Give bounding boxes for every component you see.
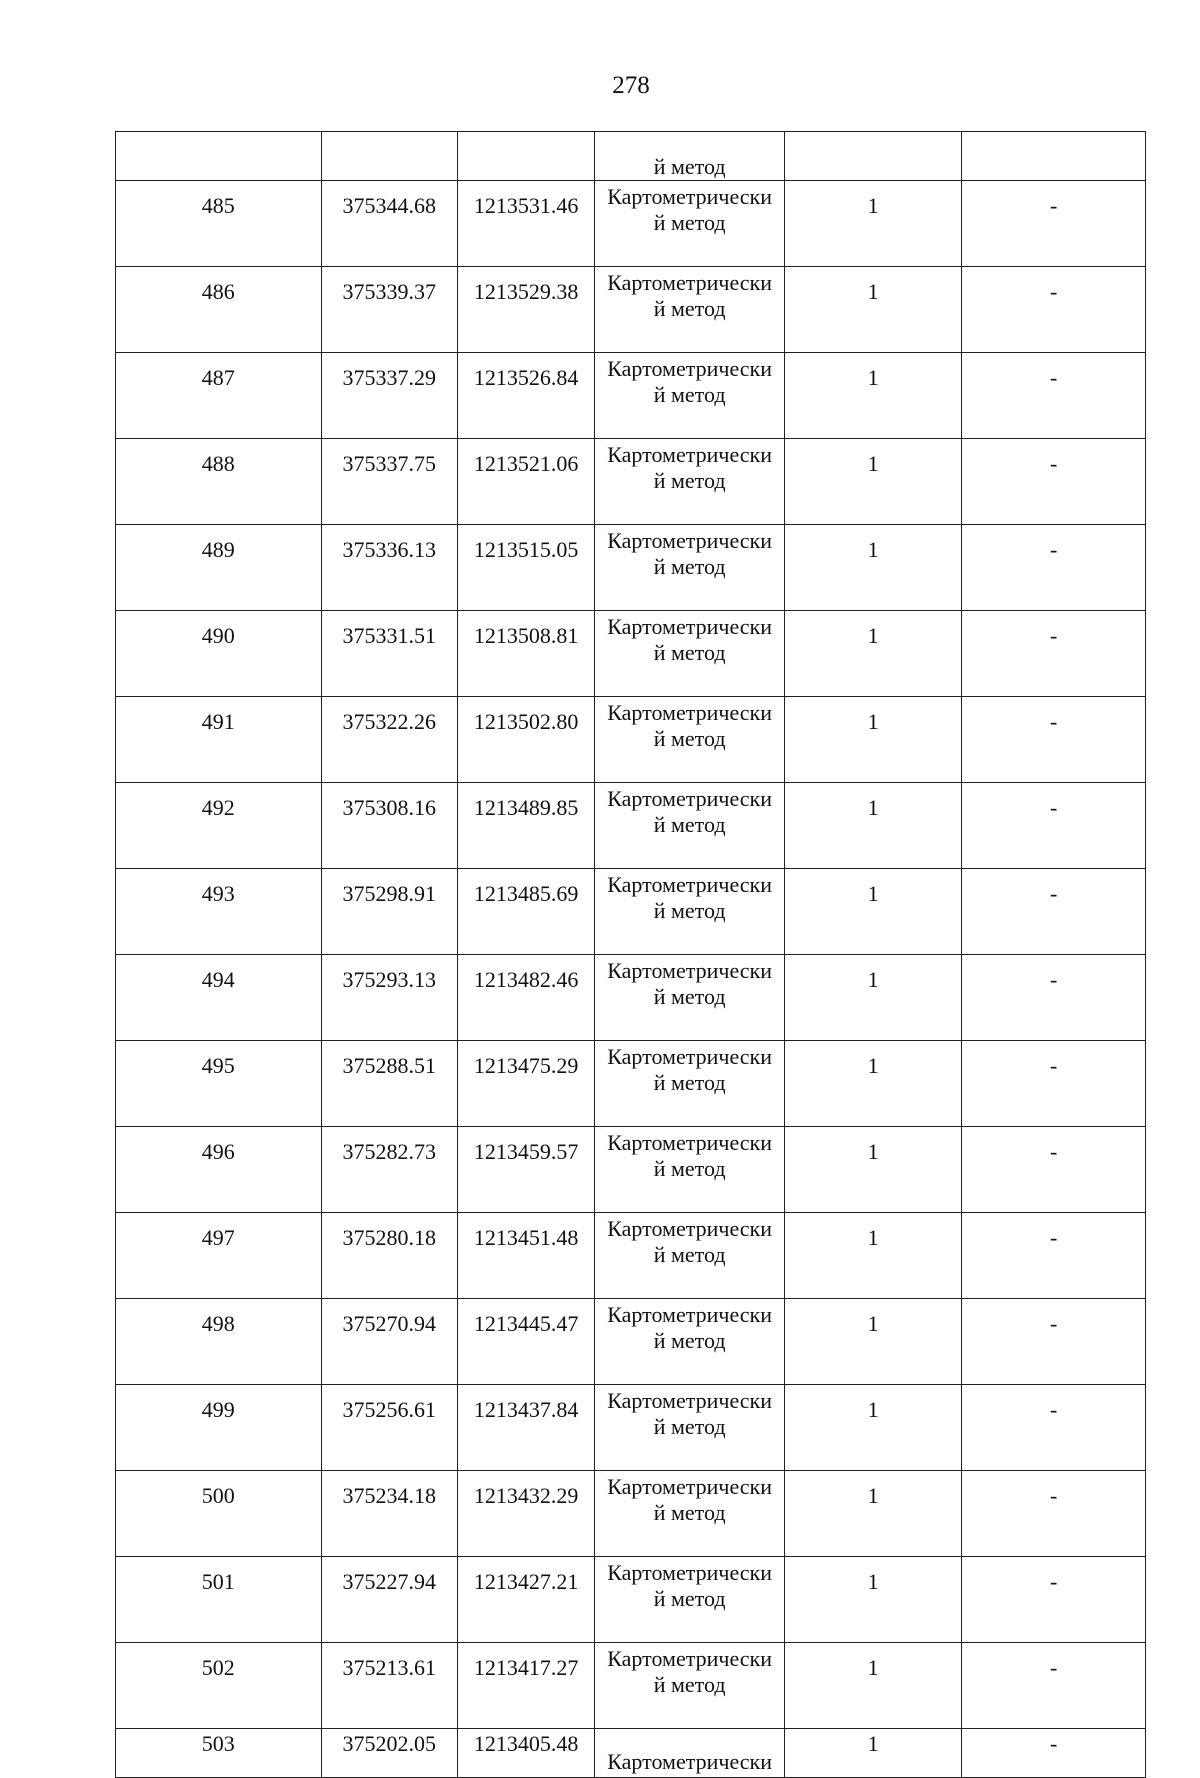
cell-description: - <box>962 1127 1146 1213</box>
cell-point-number: 490 <box>116 611 322 697</box>
cell-accuracy: 1 <box>784 181 962 267</box>
cell-point-number: 494 <box>116 955 322 1041</box>
method-line: й метод <box>653 1586 726 1611</box>
method-line: Картометрически <box>607 1560 772 1585</box>
cell-accuracy: 1 <box>784 1213 962 1299</box>
cell-method <box>595 611 785 697</box>
cell-y: 1213417.27 <box>457 1643 594 1729</box>
method-line: й метод <box>653 812 726 837</box>
table-row <box>116 955 1146 1041</box>
cell-method <box>595 783 785 869</box>
table-row <box>116 1127 1146 1213</box>
continuation-row <box>116 132 1146 181</box>
table-row <box>116 439 1146 525</box>
table-row <box>116 267 1146 353</box>
table-row <box>116 697 1146 783</box>
cell-x: 375331.51 <box>321 611 457 697</box>
cell-method <box>595 955 785 1041</box>
cell-description: - <box>962 869 1146 955</box>
cell-method <box>595 1213 785 1299</box>
cell-x: 375282.73 <box>321 1127 457 1213</box>
method-line: Картометрически <box>607 528 772 553</box>
cell-y: 1213482.46 <box>457 955 594 1041</box>
cell-accuracy: 1 <box>784 1041 962 1127</box>
coordinates-table <box>115 131 1146 1778</box>
cell-method <box>595 1385 785 1471</box>
cell-point-number: 491 <box>116 697 322 783</box>
table-row <box>116 353 1146 439</box>
table-row <box>116 1471 1146 1557</box>
cell-x: 375270.94 <box>321 1299 457 1385</box>
cell-method <box>595 697 785 783</box>
cell-description: - <box>962 353 1146 439</box>
cell-description: - <box>962 267 1146 353</box>
table-row <box>116 1557 1146 1643</box>
cell-y: 1213502.80 <box>457 697 594 783</box>
method-line: й метод <box>653 984 726 1009</box>
cell-x: 375308.16 <box>321 783 457 869</box>
cell-description: - <box>962 1729 1146 1778</box>
cell-y: 1213405.48 <box>457 1729 594 1778</box>
cell-y: 1213521.06 <box>457 439 594 525</box>
cell-x: 375227.94 <box>321 1557 457 1643</box>
cell-accuracy: 1 <box>784 1557 962 1643</box>
cell-x: 375288.51 <box>321 1041 457 1127</box>
cell-point-number: 488 <box>116 439 322 525</box>
cell-x: 375344.68 <box>321 181 457 267</box>
cell-y: 1213432.29 <box>457 1471 594 1557</box>
cell-point-number: 498 <box>116 1299 322 1385</box>
cell-accuracy: 1 <box>784 1471 962 1557</box>
cell-accuracy: 1 <box>784 439 962 525</box>
cell-x: 375336.13 <box>321 525 457 611</box>
cell-accuracy: 1 <box>784 611 962 697</box>
method-line: Картометрически <box>607 958 772 983</box>
cell-method <box>595 181 785 267</box>
cell-accuracy: 1 <box>784 1643 962 1729</box>
cell-accuracy: 1 <box>784 783 962 869</box>
cell-accuracy: 1 <box>784 267 962 353</box>
method-line: й метод <box>653 1500 726 1525</box>
cell-description: - <box>962 611 1146 697</box>
cell-point-number: 489 <box>116 525 322 611</box>
cell-description: - <box>962 439 1146 525</box>
cell-point-number <box>116 132 322 181</box>
cell-method <box>595 525 785 611</box>
cell-point-number: 497 <box>116 1213 322 1299</box>
cell-method <box>595 1557 785 1643</box>
cell-method: й метод <box>595 132 785 181</box>
cell-description: - <box>962 181 1146 267</box>
cell-method <box>595 1471 785 1557</box>
cell-point-number: 493 <box>116 869 322 955</box>
cell-y: 1213427.21 <box>457 1557 594 1643</box>
method-line: й метод <box>653 1414 726 1439</box>
table-row <box>116 1643 1146 1729</box>
method-line: й метод <box>653 1672 726 1697</box>
cell-description: - <box>962 1471 1146 1557</box>
method-line: Картометрически <box>607 1216 772 1241</box>
method-line: й метод <box>653 468 726 493</box>
cell-point-number: 501 <box>116 1557 322 1643</box>
cell-accuracy: 1 <box>784 1385 962 1471</box>
method-line: й метод <box>653 640 726 665</box>
cell-y: 1213451.48 <box>457 1213 594 1299</box>
cell-point-number: 499 <box>116 1385 322 1471</box>
cell-x: 375322.26 <box>321 697 457 783</box>
table-body <box>116 132 1146 1778</box>
method-line: Картометрически <box>607 1646 772 1671</box>
cell-description: - <box>962 783 1146 869</box>
cell-accuracy <box>784 132 962 181</box>
method-line: й метод <box>653 1328 726 1353</box>
cell-method <box>595 1041 785 1127</box>
cell-method <box>595 1729 785 1778</box>
cell-point-number: 495 <box>116 1041 322 1127</box>
cell-method <box>595 353 785 439</box>
table-row <box>116 525 1146 611</box>
table-row <box>116 1385 1146 1471</box>
cell-method <box>595 1127 785 1213</box>
cell-point-number: 500 <box>116 1471 322 1557</box>
method-line: й метод <box>653 1070 726 1095</box>
cell-description: - <box>962 955 1146 1041</box>
method-line: Картометрически <box>607 1302 772 1327</box>
cell-y: 1213526.84 <box>457 353 594 439</box>
method-line: й метод <box>653 296 726 321</box>
cell-point-number: 485 <box>116 181 322 267</box>
cell-point-number: 486 <box>116 267 322 353</box>
cell-x: 375280.18 <box>321 1213 457 1299</box>
cell-accuracy: 1 <box>784 869 962 955</box>
method-line: й метод <box>653 554 726 579</box>
cell-x: 375213.61 <box>321 1643 457 1729</box>
cell-accuracy: 1 <box>784 353 962 439</box>
cell-accuracy: 1 <box>784 1299 962 1385</box>
cell-y: 1213489.85 <box>457 783 594 869</box>
method-line: й метод <box>653 1156 726 1181</box>
table-row <box>116 783 1146 869</box>
method-line: Картометрически <box>607 1749 772 1774</box>
cell-y: 1213459.57 <box>457 1127 594 1213</box>
cell-accuracy: 1 <box>784 697 962 783</box>
cell-y: 1213445.47 <box>457 1299 594 1385</box>
method-line: Картометрически <box>607 356 772 381</box>
cell-method <box>595 869 785 955</box>
cell-description: - <box>962 1557 1146 1643</box>
cell-x: 375337.75 <box>321 439 457 525</box>
cell-method <box>595 1643 785 1729</box>
cell-point-number: 487 <box>116 353 322 439</box>
method-line: Картометрически <box>607 786 772 811</box>
method-line: Картометрически <box>607 1130 772 1155</box>
method-line: й метод <box>653 1242 726 1267</box>
cell-x: 375298.91 <box>321 869 457 955</box>
cell-point-number: 492 <box>116 783 322 869</box>
cell-x: 375337.29 <box>321 353 457 439</box>
method-line: й метод <box>653 382 726 407</box>
method-line: Картометрически <box>607 1044 772 1069</box>
cell-description: - <box>962 1643 1146 1729</box>
cell-accuracy: 1 <box>784 955 962 1041</box>
cell-x: 375202.05 <box>321 1729 457 1778</box>
method-line: Картометрически <box>607 1474 772 1499</box>
cell-description: - <box>962 525 1146 611</box>
cell-x: 375256.61 <box>321 1385 457 1471</box>
cell-point-number: 502 <box>116 1643 322 1729</box>
cell-accuracy: 1 <box>784 525 962 611</box>
cell-y: 1213508.81 <box>457 611 594 697</box>
cell-x: 375234.18 <box>321 1471 457 1557</box>
cell-method <box>595 267 785 353</box>
cell-method <box>595 439 785 525</box>
table-row <box>116 611 1146 697</box>
method-line: Картометрически <box>607 270 772 295</box>
cell-y: 1213515.05 <box>457 525 594 611</box>
cell-description: - <box>962 1041 1146 1127</box>
cell-y: 1213485.69 <box>457 869 594 955</box>
cell-accuracy: 1 <box>784 1127 962 1213</box>
method-line: Картометрически <box>607 184 772 209</box>
method-line: Картометрически <box>607 614 772 639</box>
method-line: Картометрически <box>607 700 772 725</box>
cell-description: - <box>962 697 1146 783</box>
cell-point-number: 503 <box>116 1729 322 1778</box>
method-line: й метод <box>653 210 726 235</box>
table-row <box>116 181 1146 267</box>
table-row <box>116 1299 1146 1385</box>
cell-point-number: 496 <box>116 1127 322 1213</box>
cell-accuracy: 1 <box>784 1729 962 1778</box>
method-line: й метод <box>653 726 726 751</box>
cell-y: 1213437.84 <box>457 1385 594 1471</box>
table-row <box>116 869 1146 955</box>
method-line: Картометрически <box>607 1388 772 1413</box>
table-row <box>116 1041 1146 1127</box>
method-line: й метод <box>653 898 726 923</box>
cell-description: - <box>962 1299 1146 1385</box>
table-row <box>116 1729 1146 1778</box>
cell-y: 1213475.29 <box>457 1041 594 1127</box>
cell-description: - <box>962 1213 1146 1299</box>
cell-y: 1213529.38 <box>457 267 594 353</box>
method-line: Картометрически <box>607 872 772 897</box>
cell-y: 1213531.46 <box>457 181 594 267</box>
cell-x: 375293.13 <box>321 955 457 1041</box>
cell-method <box>595 1299 785 1385</box>
page-number: 278 <box>612 72 650 99</box>
method-line: Картометрически <box>607 442 772 467</box>
cell-y <box>457 132 594 181</box>
table-row <box>116 1213 1146 1299</box>
cell-x <box>321 132 457 181</box>
cell-description: - <box>962 1385 1146 1471</box>
cell-x: 375339.37 <box>321 267 457 353</box>
cell-description <box>962 132 1146 181</box>
